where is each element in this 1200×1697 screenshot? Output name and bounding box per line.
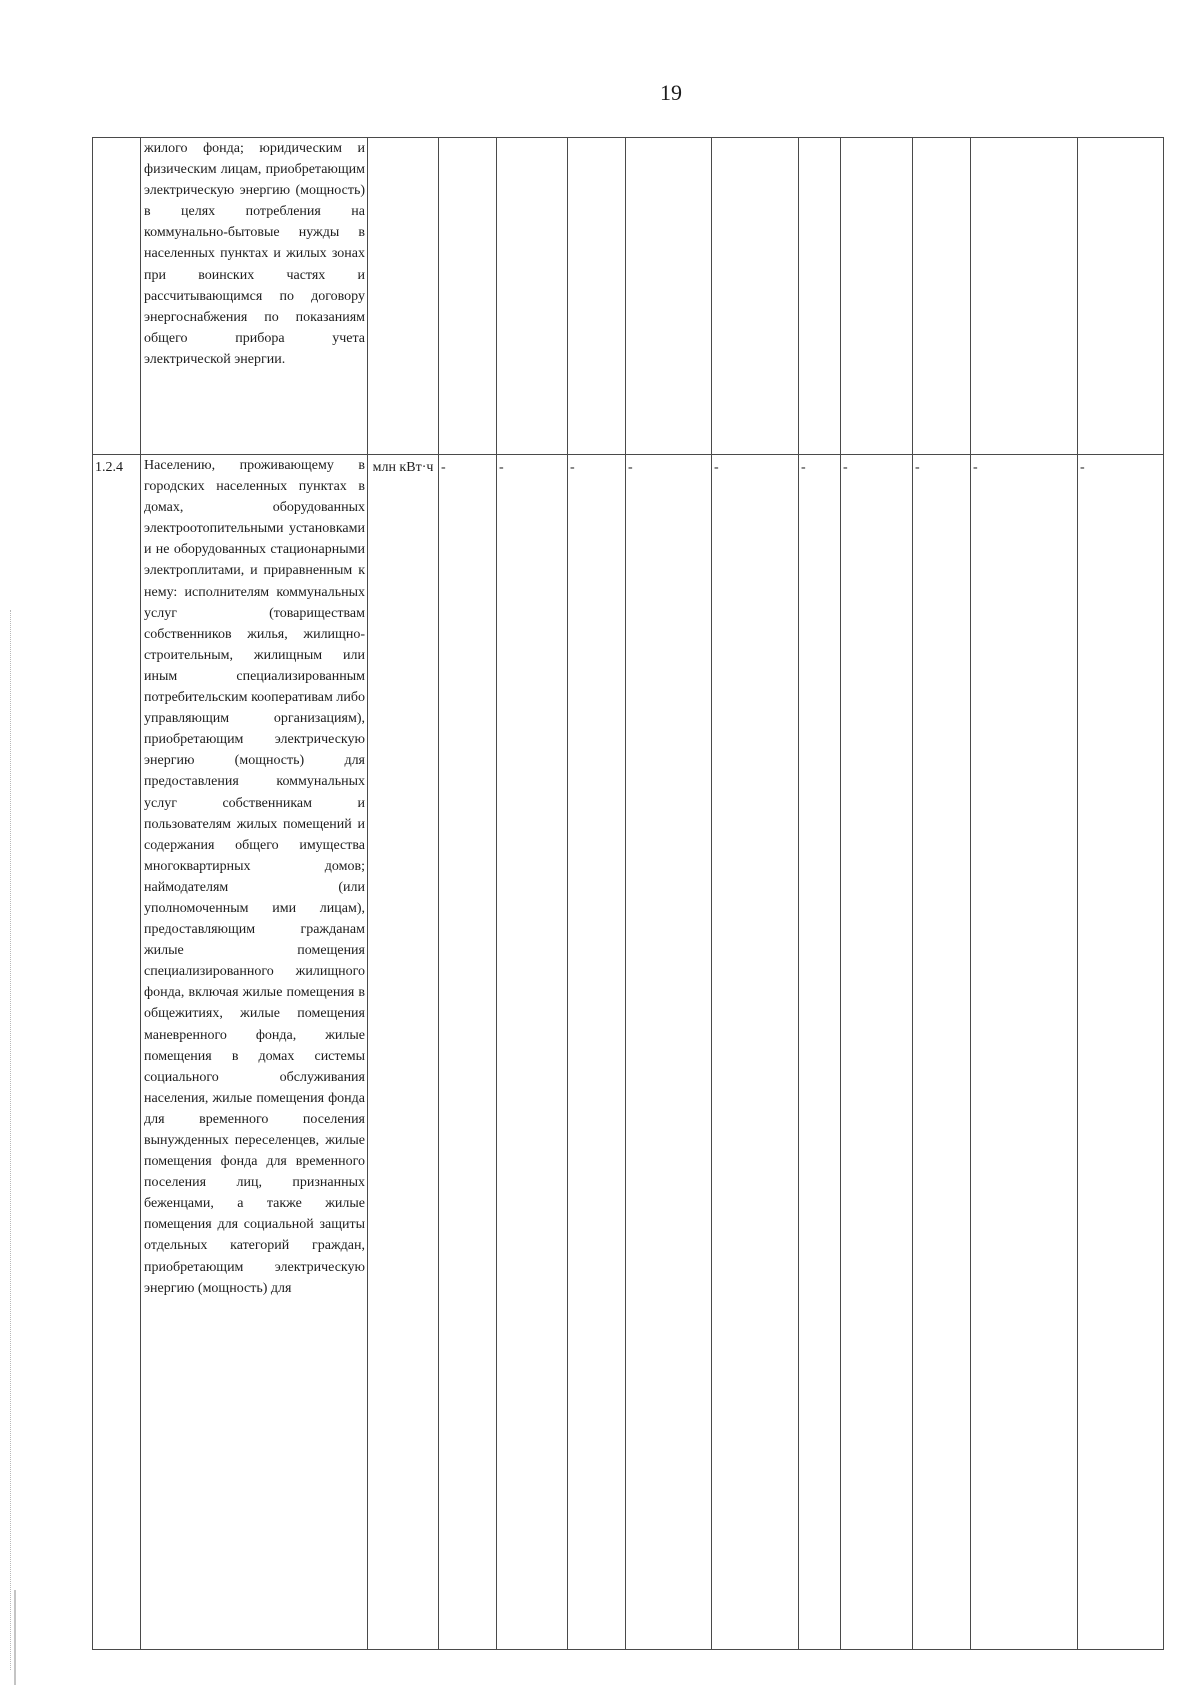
data-table [92,137,1164,1650]
value-cell: - [913,455,971,1650]
table-row [93,138,1164,455]
value-cell [712,138,799,455]
value-cell [971,138,1078,455]
row-description-cell: жилого фонда; юридическим и физическим лицам, приобретающим электрическую энергию (мощность) в целях потребления на коммунально-бытовые нужды в населенных пунктах и жилых зонах при воинских частях и рассчитывающимся по договору энергоснабжения по показаниям общего прибора учета электрической энергии. [141,138,368,455]
value-cell [568,138,626,455]
value-cell [841,138,913,455]
value-cell: - [841,455,913,1650]
value-cell: - [712,455,799,1650]
value-cell [439,138,497,455]
value-cell [913,138,971,455]
value-cell: - [568,455,626,1650]
row-number-cell: 1.2.4 [93,455,141,1650]
scan-margin-bar [14,1590,18,1685]
row-description-cell: Населению, проживающему в городских населенных пунктах в домах, оборудованных электроотопительными установками и не оборудованных стационарными электроплитами, и приравненным к нему: исполнителям коммунальных услуг (товариществам собственников жилья, жилищно-строительным, жилищным или иным специализированным потребительским кооперативам либо управляющим организациям), приобретающим электрическую энергию (мощность) для предоставления коммунальных услуг собственникам и пользователям жилых помещений и содержания общего имущества многоквартирных домов; наймодателям (или уполномоченным ими лицам), предоставляющим гражданам жилые помещения специализированного жилищного фонда, включая жилые помещения в общежитиях, жилые помещения маневренного фонда, жилые помещения в домах системы социального обслуживания населения, жилые помещения фонда для временного поселения вынужденных переселенцев, жилые помещения фонда для временного поселения лиц, признанных беженцами, а также жилые помещения для социальной защиты отдельных категорий граждан, приобретающим электрическую энергию (мощность) для [141,455,368,1650]
row-unit-cell [368,138,439,455]
page-number: 19 [660,80,682,105]
value-cell: - [439,455,497,1650]
value-cell: - [497,455,568,1650]
scan-margin-marks [10,610,15,1670]
value-cell: - [1078,455,1164,1650]
value-cell: - [971,455,1078,1650]
row-number-cell [93,138,141,455]
value-cell [497,138,568,455]
row-unit-cell: млн кВт·ч [368,455,439,1650]
value-cell [626,138,712,455]
value-cell: - [799,455,841,1650]
value-cell: - [626,455,712,1650]
table-row [93,455,1164,1650]
value-cell [799,138,841,455]
value-cell [1078,138,1164,455]
